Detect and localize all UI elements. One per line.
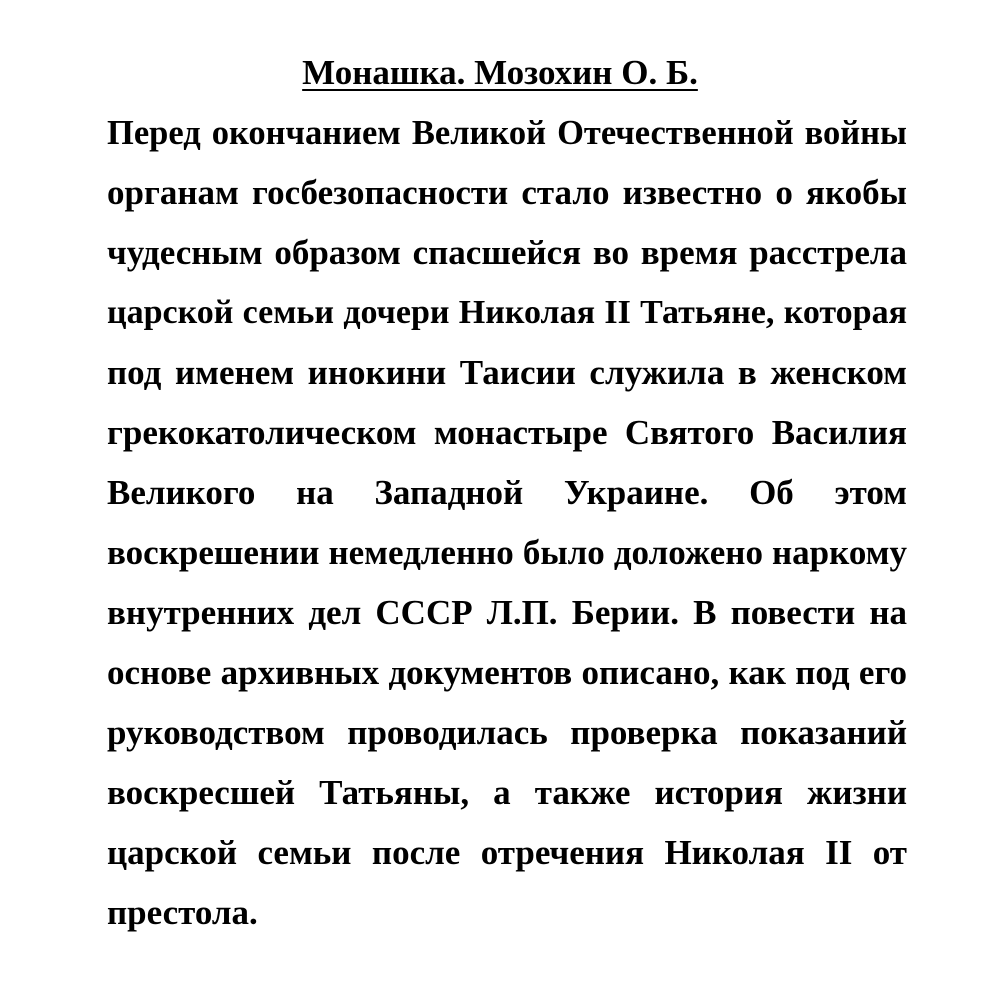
paragraph-line: основе архивных документов описано, как под его [107,653,907,692]
paragraph-line: грекокатолическом монастыре Святого Василия [107,413,907,452]
paragraph-line: руководством проводилась проверка показаний [107,713,907,752]
paragraph-line: внутренних дел СССР Л.П. Берии. В повести на [107,593,907,632]
annotation-paragraph [107,110,907,950]
paragraph-line: воскрешении немедленно было доложено наркому [107,533,907,572]
paragraph-line: Великого на Западной Украине. Об этом [107,473,907,512]
paragraph-line: царской семьи после отречения Николая II от [107,833,907,872]
paragraph-line: под именем инокини Таисии служила в женском [107,353,907,392]
paragraph-line: Перед окончанием Великой Отечественной войны [107,114,907,152]
paragraph-line: органам госбезопасности стало известно о якобы [107,173,907,212]
paragraph-line: воскресшей Татьяны, а также история жизни [107,773,907,812]
page-title-text: Монашка. Мозохин О. Б. [302,53,698,92]
paragraph-line: престола. [107,893,258,932]
paragraph-line: царской семьи дочери Николая II Татьяне, которая [107,294,907,331]
paragraph-line: чудесным образом спасшейся во время расстрела [107,233,907,272]
page-title [0,50,1000,96]
